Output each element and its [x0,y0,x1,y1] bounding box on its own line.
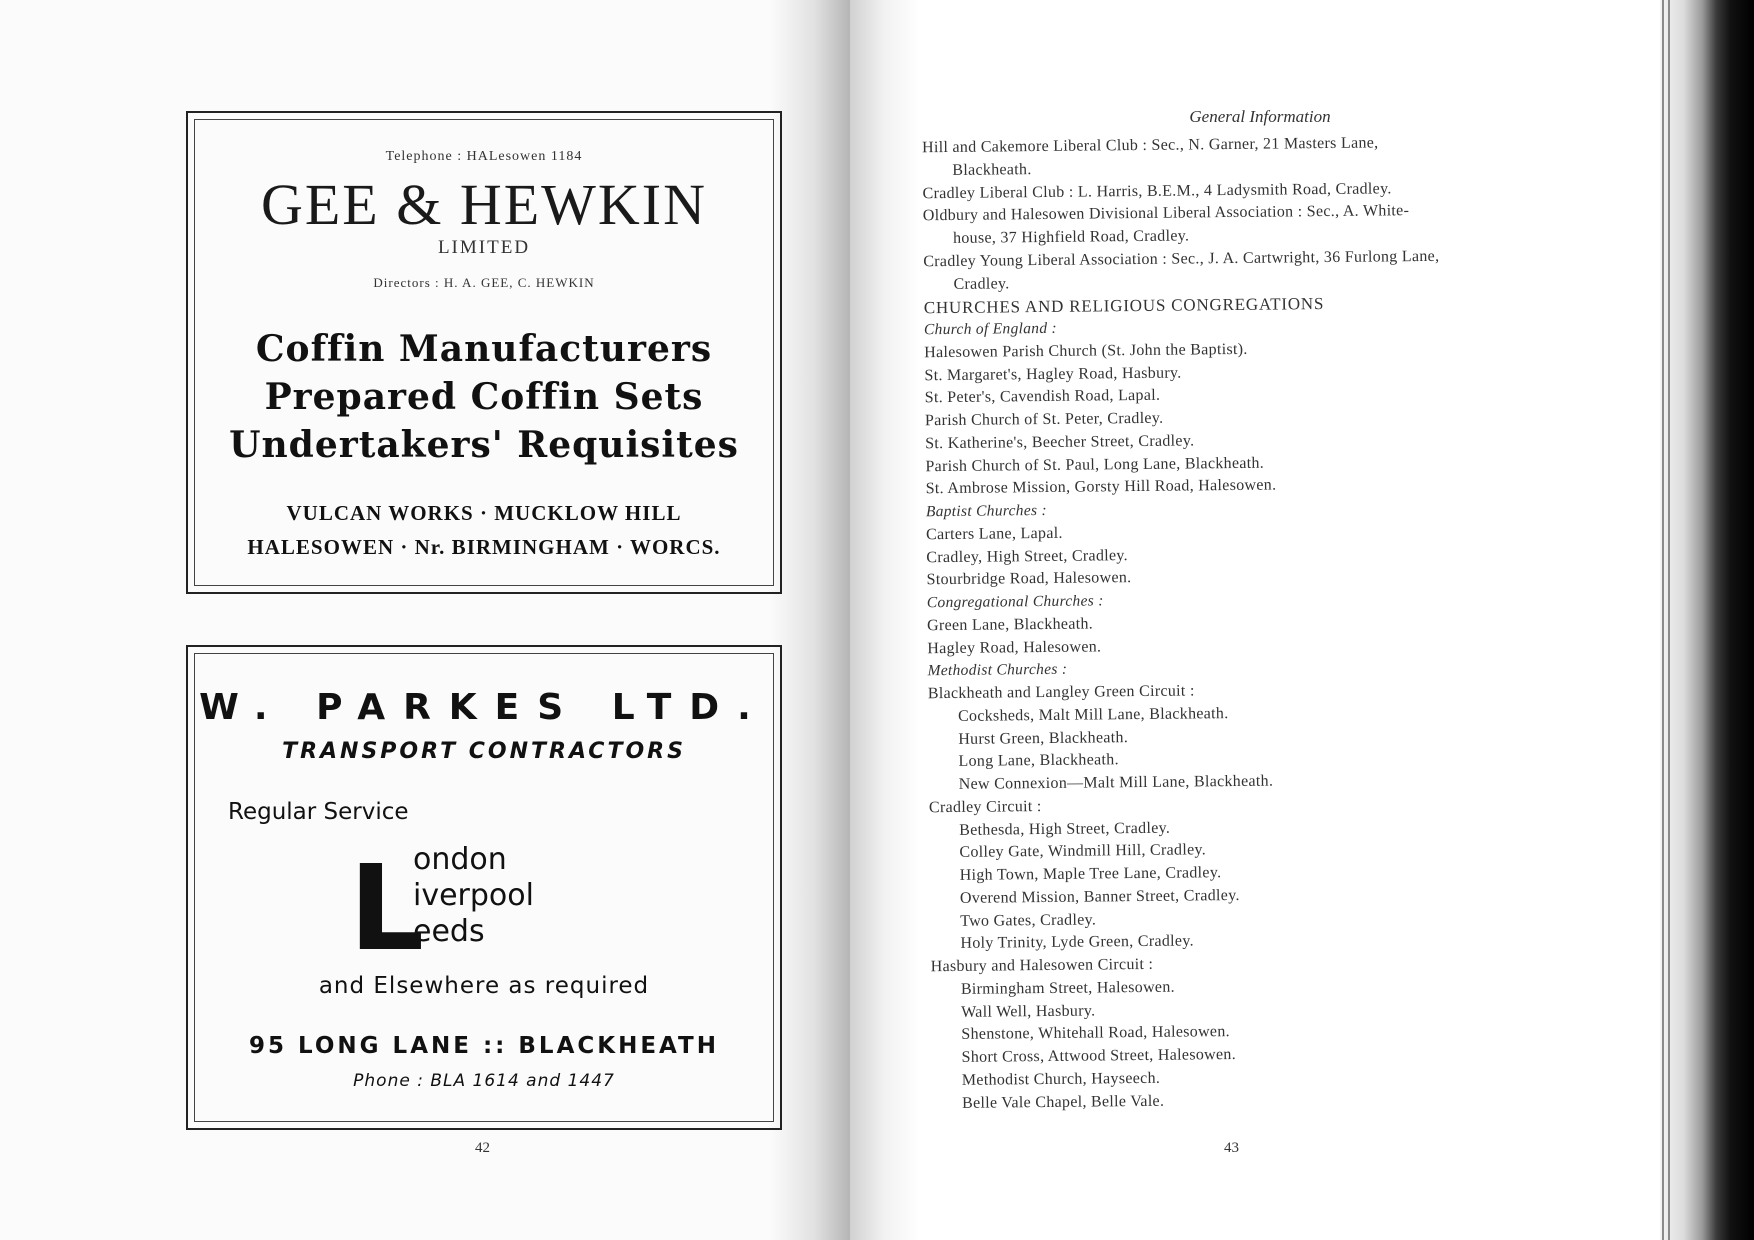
entry-line: Two Gates, Cradley. [960,910,1097,930]
advert-service-line: Prepared Coffin Sets [264,376,704,418]
entry-line: Belle Vale Chapel, Belle Vale. [962,1092,1165,1112]
section-heading: Methodist Churches : [927,661,1068,680]
advert-phone: Phone : BLA 1614 and 1447 [353,1071,615,1091]
gutter-shadow-right [850,0,920,1240]
entry-line: Parish Church of St. Paul, Long Lane, Blackheath. [925,454,1265,475]
advert-city: eeds [413,914,485,949]
advert-address: 95 LONG LANE :: BLACKHEATH [249,1033,719,1059]
entry-line: Stourbridge Road, Halesowen. [926,569,1132,589]
entry-line: Hurst Green, Blackheath. [958,728,1129,748]
entry-line: Hagley Road, Halesowen. [927,637,1102,657]
entry-line: St. Ambrose Mission, Gorsty Hill Road, Halesowen. [925,476,1277,498]
parkes-advert [186,645,782,1130]
entry-line: Cradley, High Street, Cradley. [926,546,1128,566]
page-edge-line [1668,0,1670,1240]
entry-line: Cradley Liberal Club : L. Harris, B.E.M., 4 Ladysmith Road, Cradley. [922,179,1392,202]
entry-line: St. Katherine's, Beecher Street, Cradley. [925,432,1195,452]
entry-line: St. Peter's, Cavendish Road, Lapal. [924,387,1161,407]
gutter-shadow-left [770,0,850,1240]
page-edge-line [1662,0,1664,1240]
entry-line: Bethesda, High Street, Cradley. [959,819,1171,839]
entry-line: Blackheath and Langley Green Circuit : [927,682,1195,703]
entry-line: New Connexion—Malt Mill Lane, Blackheath. [958,772,1274,793]
book-edge [1660,0,1754,1240]
entry-line: Hill and Cakemore Liberal Club : Sec., N. Garner, 21 Masters Lane, [921,134,1379,157]
running-head: General Information [1189,107,1331,126]
entry-line: Cradley Circuit : [928,797,1042,816]
entry-line: Green Lane, Blackheath. [926,615,1094,634]
entry-line: Methodist Church, Hayseech. [961,1069,1161,1089]
section-heading: Church of England : [923,319,1058,339]
advert-telephone: Telephone : HALesowen 1184 [385,149,583,164]
main-heading: CHURCHES AND RELIGIOUS CONGREGATIONS [923,294,1325,318]
right-page [850,0,1670,1240]
entry-line: Holy Trinity, Lyde Green, Cradley. [960,932,1194,953]
gee-hewkin-advert [186,111,782,594]
entry-line: Long Lane, Blackheath. [958,751,1119,771]
entry-line: Cradley Young Liberal Association : Sec., J. A. Cartwright, 36 Furlong Lane, [923,247,1440,270]
advert-address-line: HALESOWEN · Nr. BIRMINGHAM · WORCS. [247,535,721,559]
entry-line: Parish Church of St. Peter, Cradley. [924,409,1164,430]
section-heading: Congregational Churches : [926,592,1104,612]
entry-line: Blackheath. [952,160,1032,179]
entry-line: Oldbury and Halesowen Divisional Liberal Association : Sec., A. White- [922,202,1410,225]
advert-big-letter: L [349,839,425,977]
entry-line: Overend Mission, Banner Street, Cradley. [959,886,1240,907]
advert-service-line: Undertakers' Requisites [229,424,739,466]
entry-line: Wall Well, Hasbury. [961,1001,1096,1021]
advert-limited: LIMITED [437,237,531,258]
entry-line: Cradley. [953,274,1010,293]
advert-address-line: VULCAN WORKS · MUCKLOW HILL [286,501,682,525]
advert-company-name: GEE & HEWKIN [260,172,707,237]
advert-service: Regular Service [228,799,409,825]
entry-line: Shenstone, Whitehall Road, Halesowen. [961,1023,1230,1044]
entry-line: house, 37 Highfield Road, Cradley. [952,227,1190,247]
advert-directors: Directors : H. A. GEE, C. HEWKIN [373,275,595,290]
entry-line: Cocksheds, Malt Mill Lane, Blackheath. [957,704,1229,725]
advert-elsewhere: and Elsewhere as required [318,973,650,999]
entry-line: High Town, Maple Tree Lane, Cradley. [959,864,1222,884]
entry-line: Carters Lane, Lapal. [926,524,1063,543]
section-heading: Baptist Churches : [925,501,1048,521]
entry-line: St. Margaret's, Hagley Road, Hasbury. [924,364,1182,384]
entry-line: Hasbury and Halesowen Circuit : [930,955,1154,976]
page-number-left: 42 [475,1140,490,1156]
entry-line: Halesowen Parish Church (St. John the Baptist). [924,340,1248,361]
page-number-right: 43 [1224,1140,1239,1156]
entry-line: Short Cross, Attwood Street, Halesowen. [961,1046,1237,1066]
entry-line: Colley Gate, Windmill Hill, Cradley. [959,841,1207,862]
advert-city: ondon [413,842,507,877]
advert-service-line: Coffin Manufacturers [255,328,713,370]
entry-line: Birmingham Street, Halesowen. [960,978,1175,998]
advert-company-name: W. PARKES LTD. [199,687,769,728]
advert-tagline: TRANSPORT CONTRACTORS [282,739,686,764]
advert-city: iverpool [413,878,534,913]
